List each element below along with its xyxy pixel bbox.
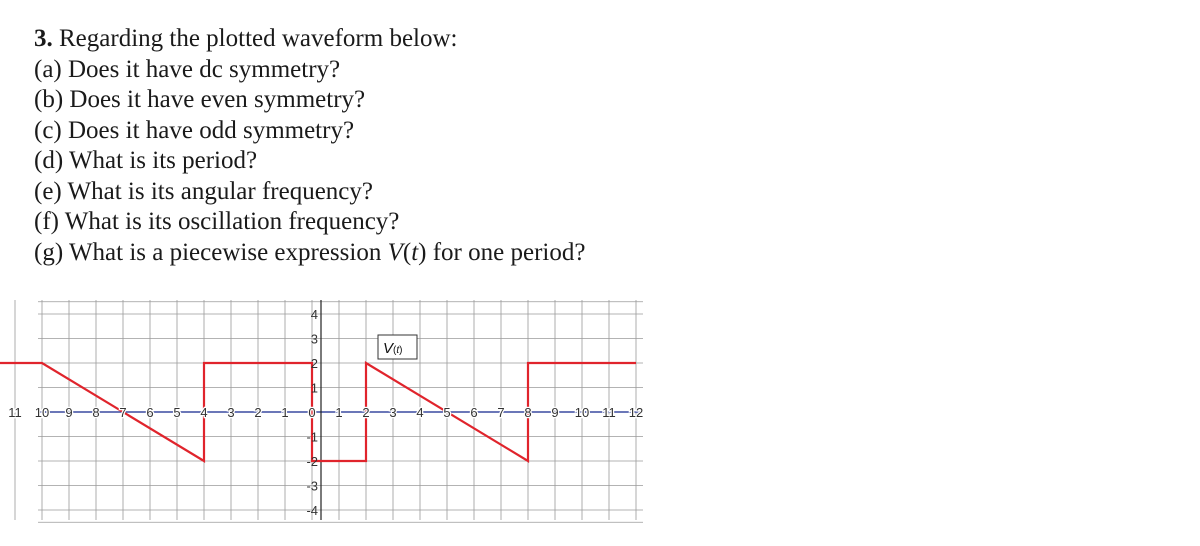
y-tick-label: -4 xyxy=(306,503,318,518)
x-tick-label: 1 xyxy=(335,405,343,420)
question-part-f: (f) What is its oscillation frequency? xyxy=(34,208,400,235)
part-g-open: ( xyxy=(402,238,412,266)
x-tick-label: 9 xyxy=(65,405,73,420)
question-part-d: (d) What is its period? xyxy=(34,147,258,174)
x-tick-label: 10 xyxy=(34,405,50,420)
y-tick-label: -1 xyxy=(306,429,318,445)
question-title-text: Regarding the plotted waveform below: xyxy=(59,25,458,52)
part-g-suffix: for one period? xyxy=(426,238,586,266)
x-tick-label: 10 xyxy=(574,405,590,420)
x-tick-label: 8 xyxy=(524,405,532,420)
question-part-c: (c) Does it have odd symmetry? xyxy=(34,116,355,144)
x-tick-label: 7 xyxy=(497,405,505,420)
x-tick-label: 5 xyxy=(173,405,181,420)
y-tick-label: 3 xyxy=(310,331,318,347)
x-tick-label: 0 xyxy=(308,405,316,420)
x-tick-label: 4 xyxy=(200,405,208,420)
x-tick-label: 12 xyxy=(628,405,644,420)
x-tick-label: 1 xyxy=(281,405,289,420)
y-tick-label: -2 xyxy=(306,454,318,469)
y-tick-label: 4 xyxy=(310,307,318,322)
x-tick-label: 4 xyxy=(416,405,424,420)
question-part-a: (a) Does it have dc symmetry? xyxy=(34,55,341,83)
part-g-func: V xyxy=(387,238,403,266)
x-tick-label: 6 xyxy=(146,405,154,420)
part-g-var: t xyxy=(411,238,419,266)
x-tick-label: 8 xyxy=(92,405,100,420)
x-tick-label: 2 xyxy=(362,405,370,420)
series-label: V(t) xyxy=(383,340,403,357)
y-tick-label: -3 xyxy=(306,478,318,494)
x-tick-label: 6 xyxy=(470,405,478,420)
question-part-e: (e) What is its angular frequency? xyxy=(34,177,373,205)
x-tick-label: 7 xyxy=(119,405,127,420)
question-number: 3. xyxy=(34,25,53,52)
y-tick-label: 2 xyxy=(310,356,318,371)
x-tick-label: 5 xyxy=(443,405,451,420)
part-g-close: ) xyxy=(418,238,427,266)
x-tick-label: 11 xyxy=(8,405,22,420)
x-tick-label: 2 xyxy=(254,405,262,420)
x-tick-label: 9 xyxy=(551,405,559,420)
x-tick-label: 11 xyxy=(602,405,616,420)
x-tick-label: 3 xyxy=(227,405,235,420)
y-tick-label: 1 xyxy=(310,380,318,396)
part-g-prefix: (g) What is a piecewise expression xyxy=(34,238,388,266)
series-label-group xyxy=(378,335,417,359)
question-part-b: (b) Does it have even symmetry? xyxy=(34,86,366,113)
x-tick-label: 3 xyxy=(389,405,397,420)
